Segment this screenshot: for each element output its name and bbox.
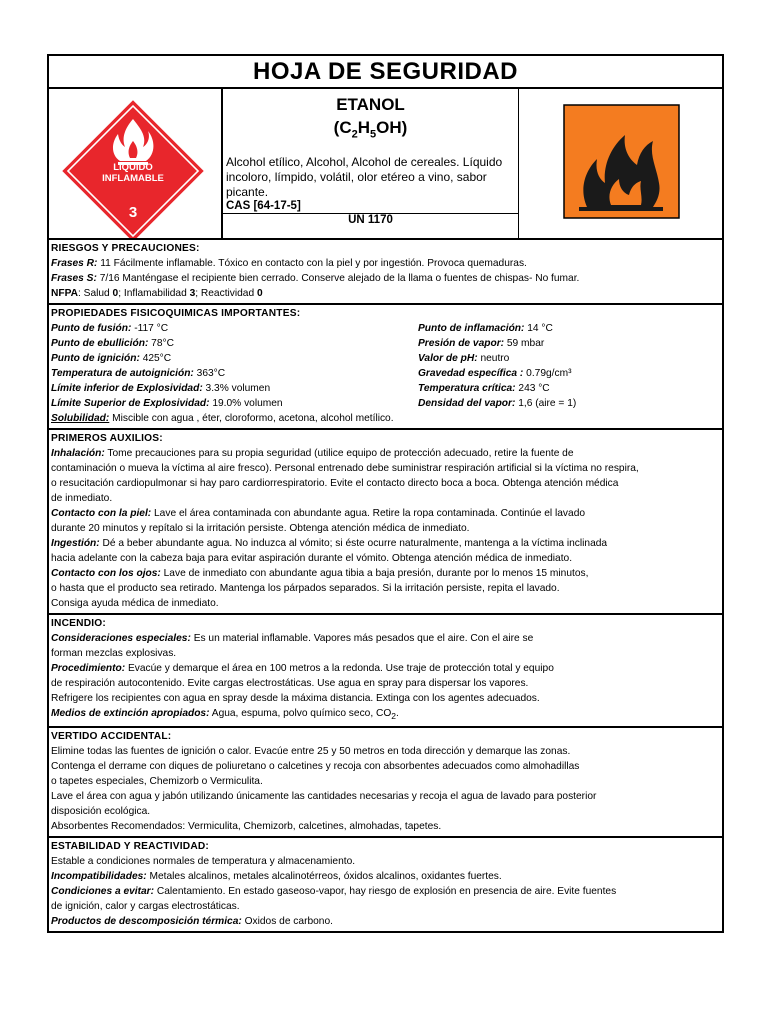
diamond-cell: [49, 89, 223, 238]
property-row: Temperatura de autoignición: 363°C: [51, 368, 226, 379]
property-row: Límite inferior de Explosividad: 3.3% volumen: [51, 383, 271, 394]
properties-grid: [51, 321, 720, 411]
cas-number: CAS [64-17-5]: [226, 200, 301, 212]
flammable-liquid-placard-icon: [49, 89, 221, 238]
chemical-name: ETANOL: [336, 95, 405, 114]
property-row: Presión de vapor: 59 mbar: [418, 338, 545, 349]
nfpa: NFPA: Salud 0; Inflamabilidad 3; Reactividad 0: [51, 288, 263, 299]
property-row: Punto de inflamación: 14 °C: [418, 323, 553, 334]
chemical-formula: $(C_2H_5OH)$: [333, 118, 408, 141]
section-title: VERTIDO ACCIDENTAL:: [51, 731, 172, 743]
section-title: PRIMEROS AUXILIOS:: [51, 433, 163, 444]
safety-sheet: [47, 54, 724, 933]
property-row: Límite Superior de Explosividad: 19.0% volumen: [51, 398, 283, 409]
section-incendio: INCENDIO: Consideraciones especiales: Es un material inflamable. Vapores más pesados que el aire. Con el aire se forman mezclas explosivas. Procedimiento: Evacúe y demarque el área en 100 metros a la redonda. Use traje de protección total y equipo de respiración autocontenido. Evite cargas electrostáticas. Use agua en spray para dispersar los vapores. Refrigere los recipientes con agua en spray desde la máxima distancia. Extinga con los agentes adecuados. Medios de extinción apropiados: Agua, espuma, polvo químico seco, $CO_2$.: [49, 615, 722, 728]
ingestion-label: Ingestión:: [51, 538, 100, 549]
placard-class: 3: [128, 204, 138, 221]
property-row: Gravedad específica : 0.79g/cm³: [418, 368, 572, 379]
section-primeros-auxilios: PRIMEROS AUXILIOS: Inhalación: Tome precauciones para su propia seguridad (utilice equipo de protección adecuado, retire la fuente de contaminación o mueva la víctima al aire fresco). Personal entrenado debe suministrar respiración artificial si la víctima no respira, o resucitación cardiopulmonar si hay paro cardiorrespiratorio. Evite el contacto directo boca a boca. Obtenga atención médica de inmediato. Contacto con la piel: Lave el área contaminada con abundante agua. Retire la ropa contaminada. Continúe el lavado durante 20 minutos y repítalo si la irritación persiste. Obtenga atención médica de inmediato. Ingestión: Dé a beber abundante agua. No induzca al vómito; si éste ocurre naturalmente, mantenga a la víctima inclinada hacia adelante con la cabeza baja para evitar aspiración durante el vómito. Obtenga atención médica de inmediato. Contacto con los ojos: Lave de inmediato con abundante agua tibia a baja presión, durante por lo menos 15 minutos, o hasta que el producto sea retirado. Mantenga los párpados separados. Si la irritación persiste, repita el lavado. Consiga ayuda médica de inmediato.: [49, 430, 722, 615]
flammable-symbol-icon: [519, 89, 722, 238]
page-title: HOJA DE SEGURIDAD: [49, 56, 722, 89]
section-title: RIESGOS Y PRECAUCIONES:: [51, 243, 200, 254]
un-number: UN 1170: [223, 213, 518, 227]
frases-r: Frases R: 11 Fácilmente inflamable. Tóxico en contacto con la piel y por ingestión. Provoca quemaduras.: [51, 258, 527, 269]
property-row: Punto de ebullición: 78°C: [51, 338, 174, 349]
section-title: INCENDIO:: [51, 618, 107, 629]
section-title: PROPIEDADES FISICOQUIMICAS IMPORTANTES:: [51, 308, 301, 319]
section-vertido: VERTIDO ACCIDENTAL: Elimine todas las fuentes de ignición o calor. Evacúe entre 25 y 50 metros en toda dirección y demarque las zonas. Contenga el derrame con diques de poliuretano o calcetines y recoja con absorbentes adecuados como almohadillas o tapetes especiales, Chemizorb o Vermiculita. Lave el área con agua y jabón utilizando únicamente las cantidades necesarias y recoja el agua de lavado para posterior disposición ecológica. Absorbentes Recomendados: Vermiculita, Chemizorb, calcetines, almohadas, tapetes.: [49, 728, 722, 838]
piel-label: Contacto con la piel:: [51, 508, 152, 519]
section-estabilidad: ESTABILIDAD Y REACTIVIDAD: Estable a condiciones normales de temperatura y almacenamiento. Incompatibilidades: Metales alcalinos, metales alcalinotérreos, óxidos alcalinos, oxidantes fuertes. Condiciones a evitar: Calentamiento. En estado gaseoso-vapor, hay riesgo de explosión en presencia de aire. Evite fuentes de ignición, calor y cargas electrostáticas. Productos de descomposición térmica: Oxidos de carbono.: [49, 838, 722, 931]
header-row: [49, 89, 722, 240]
frases-s: Frases S: 7/16 Manténgase el recipiente bien cerrado. Conserve alejado de la llama o fuentes de chispas- No fumar.: [51, 273, 580, 284]
placard-line2: INFLAMABLE: [102, 173, 164, 184]
section-propiedades: [49, 305, 722, 430]
inhalacion-label: Inhalación:: [51, 448, 105, 459]
solubilidad: Solubilidad: Miscible con agua , éter, cloroformo, acetona, alcohol metílico.: [51, 413, 394, 424]
placard-line1: LIQUIDO: [113, 162, 153, 173]
hazard-symbol-cell: [519, 89, 722, 238]
section-title: ESTABILIDAD Y REACTIVIDAD:: [51, 841, 210, 853]
identification-cell: [223, 89, 519, 238]
property-row: Punto de fusión: -117 °C: [51, 323, 169, 334]
properties-left: [51, 321, 418, 411]
properties-right: [418, 321, 720, 411]
chemical-description: Alcohol etílico, Alcohol, Alcohol de cereales. Líquido incoloro, límpido, volátil, olor etéreo a vino, sabor picante.: [226, 155, 503, 199]
property-row: Valor de pH: neutro: [418, 353, 510, 364]
ojos-label: Contacto con los ojos:: [51, 568, 161, 579]
property-row: Punto de ignición: 425°C: [51, 353, 172, 364]
property-row: Densidad del vapor: 1,6 (aire = 1): [418, 398, 577, 409]
property-row: Temperatura crítica: 243 °C: [418, 383, 550, 394]
section-riesgos: [49, 240, 722, 305]
